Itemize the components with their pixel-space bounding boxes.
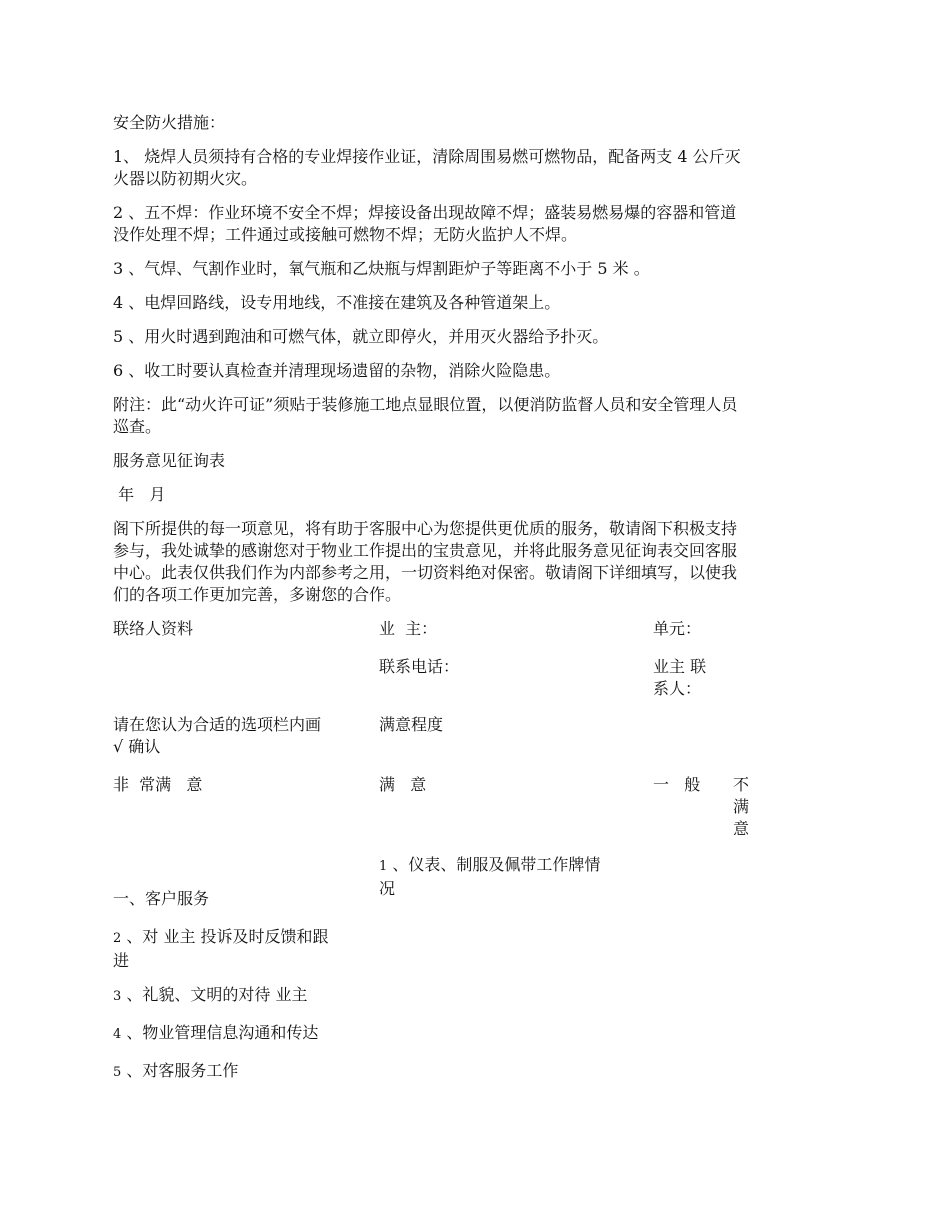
level-satisfied: 满 意 bbox=[379, 775, 427, 794]
survey-table bbox=[113, 618, 840, 1080]
safety-item-6: 6 、收工时要认真检查并清理现场遗留的杂物，消除火险隐患。 bbox=[113, 361, 561, 380]
safety-item-1: 1、 烧焊人员须持有合格的专业焊接作业证，清除周围易燃可燃物品，配备两支 4 公斤灭 火器以防初期火灾。 bbox=[113, 147, 741, 188]
satisfaction-label: 满意程度 bbox=[379, 715, 444, 734]
safety-item-2: 2 、五不焊：作业环境不安全不焊；焊接设备出现故障不焊；盛装易燃易爆的容器和管道 没作处理不焊；工件通过或接触可燃物不焊；无防火监护人不焊。 bbox=[113, 203, 737, 244]
owner-contact-label: 业主 联 系人： bbox=[653, 657, 707, 698]
safety-item-5: 5 、用火时遇到跑油和可燃气体，就立即停火，并用灭火器给予扑灭。 bbox=[113, 327, 609, 346]
phone-label: 联系电话： bbox=[379, 657, 460, 676]
survey-date: 年 月 bbox=[113, 485, 166, 504]
document-body bbox=[113, 112, 840, 1080]
survey-item-2: 2 、对 业主 投诉及时反馈和跟 进 bbox=[113, 927, 329, 970]
safety-title: 安全防火措施： bbox=[113, 113, 226, 132]
level-general: 一 般 bbox=[653, 775, 701, 794]
contact-label: 联络人资料 bbox=[113, 619, 194, 638]
survey-item-1: 1 、仪表、制服及佩带工作牌情 况 bbox=[379, 855, 601, 898]
survey-title: 服务意见征询表 bbox=[113, 451, 226, 470]
section-customer-service: 一、客户服务 bbox=[113, 889, 210, 908]
level-unsatisfied: 不 满 意 bbox=[733, 775, 750, 838]
safety-note: 附注：此“动火许可证”须贴于装修施工地点显眼位置，以便消防监督人员和安全管理人员 巡查。 bbox=[113, 395, 738, 436]
survey-intro: 阁下所提供的每一项意见，将有助于客服中心为您提供更优质的服务，敬请阁下积极支持 参与，我处诚挚的感谢您对于物业工作提出的宝贵意见，并将此服务意见征询表交回客服 中心。此表仅供我们作为内部参考之用，一切资料绝对保密。敬请阁下详细填写，以使我 们的各项工作更加完善，多谢您的合作。 bbox=[113, 519, 738, 604]
survey-item-4: 4 、物业管理信息沟通和传达 bbox=[113, 1023, 319, 1042]
unit-label: 单元： bbox=[653, 619, 702, 638]
owner-label: 业 主： bbox=[379, 619, 438, 638]
safety-item-3: 3 、气焊、气割作业时，氧气瓶和乙炔瓶与焊割距炉子等距离不小于 5 米 。 bbox=[113, 259, 650, 278]
level-very-satisfied: 非 常满 意 bbox=[113, 775, 203, 794]
survey-item-5: 5 、对客服务工作 bbox=[113, 1061, 239, 1080]
survey-item-3: 3 、礼貌、文明的对待 业主 bbox=[113, 985, 308, 1004]
safety-item-4: 4 、电焊回路线，设专用地线，不准接在建筑及各种管道架上。 bbox=[113, 293, 561, 312]
instruction-label: 请在您认为合适的选项栏内画 √ 确认 bbox=[113, 715, 322, 756]
